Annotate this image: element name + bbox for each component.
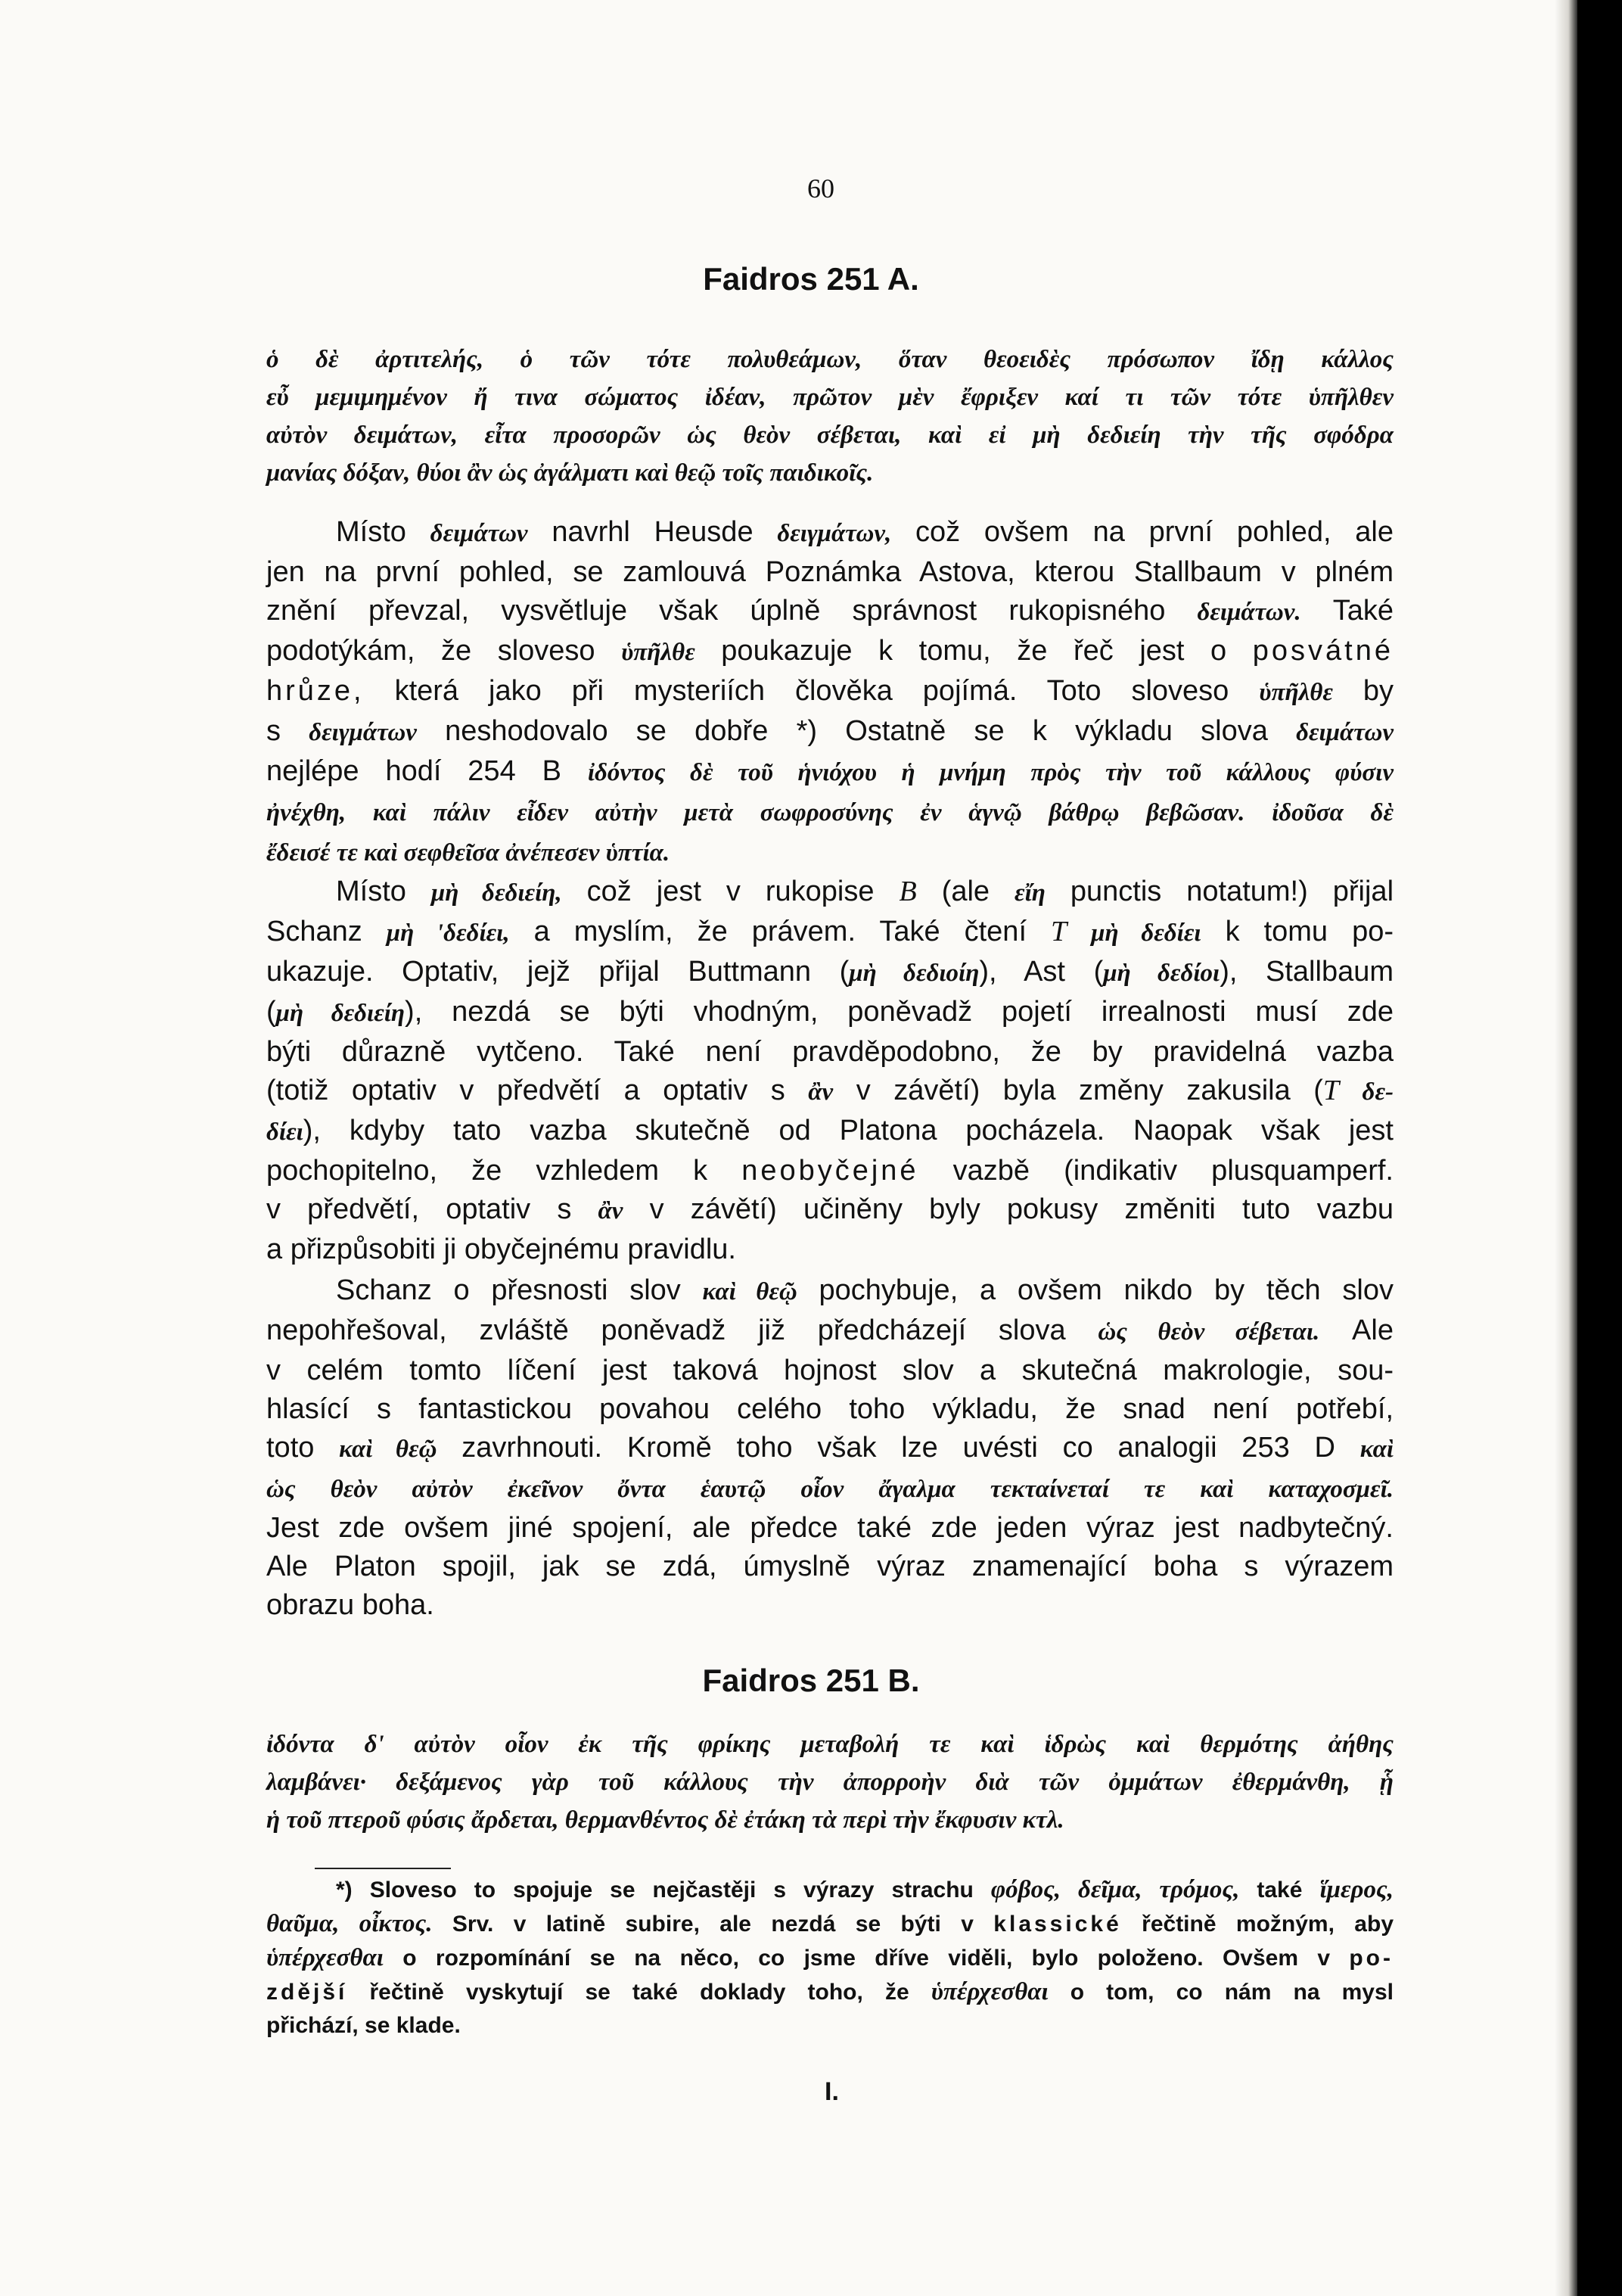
text-run: která jako při mysteriích člověka pojímá. Toto sloveso — [364, 675, 1260, 707]
text-run: vazbě (indikativ plusquamperf. — [918, 1155, 1394, 1187]
text-run: ), Ast ( — [979, 956, 1104, 988]
spaced-emphasis: posvátné — [1252, 635, 1394, 667]
manuscript-siglum: B — [899, 876, 917, 907]
text-run: zavrhnouti. Kromě toho však lze uvésti co analogii 253 D — [437, 1432, 1360, 1464]
spaced-emphasis: neobyčejné — [741, 1155, 919, 1187]
text-run — [1339, 1075, 1363, 1106]
text-line — [266, 1548, 1394, 1586]
text-run: ), nezdá se býti vhodným, poněvadž pojetí irrealnosti musí zde — [405, 996, 1394, 1028]
text-line — [266, 1152, 1394, 1190]
text-line — [266, 1873, 1394, 1907]
text-run: Také — [1300, 595, 1394, 627]
greek-line: αὐτὸν δειμάτων, εἶτα προσορῶν ὡς θεὸν σέβεται, καὶ εἰ μὴ δεδιείη τὴν τῆς σφόδρα — [266, 422, 1394, 449]
text-line — [266, 1429, 1394, 1469]
spaced-emphasis: hrůze, — [266, 675, 365, 707]
greek-citation: φόβος, δεῖμα, τρόμος, — [990, 1876, 1240, 1903]
text-run: (ale — [916, 876, 1015, 907]
greek-citation: μὴ δεδιείη — [275, 1000, 406, 1027]
greek-citation: δίει — [266, 1118, 303, 1146]
text-line — [266, 752, 1394, 792]
text-run: v závětí) učiněny byly pokusy změniti tuto vazbu — [623, 1193, 1394, 1225]
text-run: obrazu boha. — [266, 1589, 434, 1621]
text-line — [266, 1586, 1394, 1625]
greek-citation: καὶ θεῷ — [702, 1278, 797, 1305]
greek-line: ἡ τοῦ πτεροῦ φύσις ἄρδεται, θερμανθέντος δὲ ἐτάκη τὰ περὶ τὴν ἔκφυσιν κτλ. — [266, 1806, 1064, 1834]
greek-citation: μὴ δεδίει — [1091, 919, 1201, 947]
greek-citation: δε- — [1362, 1078, 1394, 1106]
greek-citation: μὴ δεδίοι — [1103, 960, 1220, 987]
spaced-emphasis: klassické — [993, 1912, 1122, 1937]
text-line — [266, 873, 1394, 913]
text-line — [266, 592, 1394, 632]
text-run: Místo — [336, 516, 430, 548]
text-line — [266, 832, 1394, 873]
greek-line: λαμβάνει· δεξάμενος γὰρ τοῦ κάλλους τὴν ἀπορροὴν διὰ τῶν ὀμμάτων ἐθερμάνθη, ᾗ — [266, 1769, 1394, 1796]
text-run: býti důrazně vytčeno. Také není pravděpodobno, že by pravidelná vazba — [266, 1036, 1394, 1068]
greek-citation: καὶ θεῷ — [339, 1436, 437, 1463]
text-run: toto — [266, 1432, 340, 1464]
text-run: v závětí) byla změny zakusila ( — [833, 1075, 1323, 1106]
text-run: Srv. v latině subire, ale nezdá se býti v — [432, 1912, 994, 1937]
text-line — [266, 1033, 1394, 1072]
spaced-emphasis: zdější — [266, 1980, 348, 2005]
greek-citation: ἔδεισέ τε καὶ σεφθεῖσα ἀνέπεσεν ὑπτία. — [266, 839, 670, 866]
spaced-emphasis: po- — [1349, 1946, 1394, 1971]
text-run: *) Sloveso to spojuje se nejčastěji s výrazy strachu — [336, 1878, 991, 1902]
text-run: poukazuje k tomu, že řeč jest o — [694, 635, 1253, 667]
text-line — [266, 1469, 1394, 1509]
text-run: Schanz — [266, 916, 387, 947]
section-heading-251b: Faidros 251 B. — [702, 1663, 920, 1698]
greek-citation: εἴη — [1015, 879, 1046, 907]
commentary-paragraph-3 — [266, 1271, 1394, 1625]
text-line — [266, 1390, 1394, 1429]
text-run: ( — [266, 996, 276, 1028]
text-line — [266, 1072, 1394, 1112]
greek-citation: δειγμάτων, — [777, 520, 892, 547]
text-line — [266, 1311, 1394, 1352]
greek-citation: ἰδόντος δὲ τοῦ ἡνιόχου ἡ μνήμη πρὸς τὴν τοῦ κάλλους φύσιν — [587, 759, 1394, 786]
text-run: v celém tomto líčení jest taková hojnost slov a skutečná makrologie, sou- — [266, 1355, 1394, 1386]
greek-line: ἰδόντα δ' αὐτὸν οἷον ἐκ τῆς φρίκης μεταβολή τε καὶ ἱδρὼς καὶ θερμότης ἀήθης — [266, 1731, 1394, 1758]
text-line — [266, 632, 1394, 672]
footnote — [266, 1873, 1394, 2042]
text-run: neshodovalo se dobře *) Ostatně se k výkladu slova — [416, 715, 1297, 747]
greek-line: εὖ μεμιμημένον ἤ τινα σώματος ἰδέαν, πρῶτον μὲν ἔφριξεν καί τι τῶν τότε ὑπῆλθεν — [266, 384, 1394, 411]
text-run: také — [1239, 1878, 1320, 1902]
greek-citation: ὑπῆλθε — [1259, 679, 1333, 706]
text-run: Ale Platon spojil, jak se zdá, úmyslně výraz znamenající boha s výrazem — [266, 1551, 1394, 1582]
text-run: ), Stallbaum — [1220, 956, 1394, 988]
greek-quote-251a — [266, 341, 1394, 492]
greek-citation: δειμάτων — [1296, 719, 1394, 746]
text-run: přichází, se klade. — [266, 2013, 461, 2038]
text-run: navrhl Heusde — [527, 516, 778, 548]
text-line — [266, 672, 1394, 712]
text-run: punctis notatum!) přijal — [1045, 876, 1394, 907]
text-run: řečtině vyskytují se také doklady toho, že — [347, 1980, 931, 2005]
text-line — [266, 1907, 1394, 1941]
greek-citation: ὑπέρχεσθαι — [266, 1944, 384, 1971]
text-run: pochopitelno, že vzhledem k — [266, 1155, 742, 1187]
text-run: a myslím, že právem. Také čtení — [509, 916, 1052, 947]
greek-citation: μὴ δεδιοίη — [849, 960, 980, 987]
text-line — [266, 913, 1394, 953]
commentary-paragraph-2 — [266, 873, 1394, 1269]
greek-citation: δειγμάτων — [309, 719, 417, 746]
text-run: znění převzal, vysvětluje však úplně správnost rukopisného — [266, 595, 1198, 627]
text-run: by — [1332, 675, 1394, 707]
greek-citation: δειμάτων — [430, 520, 528, 547]
text-run: o tom, co nám na mysl — [1048, 1980, 1394, 2005]
greek-citation: ὡς θεὸν σέβεται. — [1098, 1318, 1320, 1346]
greek-citation: μὴ δεδιείη, — [430, 879, 562, 907]
text-line — [266, 953, 1394, 993]
greek-citation: μὴ 'δεδίει, — [386, 919, 510, 947]
text-run: pochybuje, a ovšem nikdo by těch slov — [797, 1274, 1394, 1306]
manuscript-siglum: T — [1051, 916, 1067, 947]
text-run: Místo — [336, 876, 431, 907]
greek-citation: ὡς θεὸν αὐτὸν ἐκεῖνον ὄντα ἑαυτῷ οἷον ἄγαλμα τεκταίνεταί τε καὶ καταχοσμεῖ. — [266, 1476, 1394, 1503]
text-line — [266, 1941, 1394, 1975]
text-run: Ale — [1319, 1314, 1394, 1346]
text-run: podotýkám, že sloveso — [266, 635, 622, 667]
text-run: nejlépe hodí 254 B — [266, 755, 588, 787]
text-run: ), kdyby tato vazba skutečně od Platona pocházela. Naopak však jest — [303, 1115, 1394, 1146]
text-run: hlasící s fantastickou povahou celého toho výkladu, že snad není potřebí, — [266, 1393, 1394, 1425]
greek-quote-251b — [266, 1725, 1394, 1839]
greek-citation: ἵμερος, — [1319, 1876, 1394, 1903]
section-heading-251a: Faidros 251 A. — [703, 261, 919, 297]
text-run: v předvětí, optativ s — [266, 1193, 598, 1225]
greek-citation: ἠνέχθη, καὶ πάλιν εἶδεν αὐτὴν μετὰ σωφροσύνης ἐν ἁγνῷ βάθρῳ βεβῶσαν. ἰδοῦσα δὲ — [266, 799, 1394, 826]
text-run: (totiž optativ v předvětí a optativ s — [266, 1075, 809, 1106]
text-run — [1067, 916, 1091, 947]
manuscript-siglum: T — [1322, 1075, 1340, 1106]
text-run: k tomu po- — [1201, 916, 1394, 947]
text-line — [266, 792, 1394, 832]
text-line — [266, 553, 1394, 592]
signature-mark: I. — [825, 2077, 839, 2106]
text-run: s — [266, 715, 309, 747]
commentary-paragraph-1 — [266, 513, 1394, 873]
text-run: Jest zde ovšem jiné spojení, ale předce také zde jeden výraz jest nadbytečný. — [266, 1512, 1394, 1544]
text-line — [266, 2009, 1394, 2042]
text-run: Schanz o přesnosti slov — [336, 1274, 703, 1306]
text-line — [266, 712, 1394, 752]
greek-line: ὁ δὲ ἀρτιτελής, ὁ τῶν τότε πολυθεάμων, ὅταν θεοειδὲς πρόσωπον ἴδῃ κάλλος — [266, 346, 1394, 373]
text-line — [266, 993, 1394, 1033]
text-run: nepohřešoval, zvláště poněvadž již předcházejí slova — [266, 1314, 1098, 1346]
greek-citation: ἂν — [598, 1197, 623, 1224]
text-run: ukazuje. Optativ, jejž přijal Buttmann ( — [266, 956, 850, 988]
footnote-rule — [315, 1868, 451, 1869]
text-line — [266, 1190, 1394, 1230]
greek-citation: θαῦμα, οἶκτος. — [266, 1910, 433, 1937]
page-number: 60 — [807, 173, 834, 204]
greek-citation: ὑπῆλθε — [621, 639, 695, 666]
greek-line: μανίας δόξαν, θύοι ἂν ὡς ἀγάλματι καὶ θεῷ τοῖς παιδικοῖς. — [266, 459, 874, 487]
text-line — [266, 1509, 1394, 1548]
text-line — [266, 1352, 1394, 1390]
text-run: o rozpomínání se na něco, co jsme dříve viděli, bylo položeno. Ovšem v — [383, 1946, 1350, 1971]
greek-citation: δειμάτων. — [1197, 599, 1301, 626]
text-line — [266, 1112, 1394, 1152]
text-run: což jest v rukopise — [561, 876, 900, 907]
text-line — [266, 1230, 1394, 1269]
text-line — [266, 513, 1394, 553]
page-edge-shadow — [1555, 0, 1577, 2296]
greek-citation: ἂν — [808, 1078, 834, 1106]
text-run: což ovšem na první pohled, ale — [891, 516, 1394, 548]
text-run: jen na první pohled, se zamlouvá Poznámka Astova, kterou Stallbaum v plném — [266, 556, 1394, 588]
greek-citation: καὶ — [1359, 1436, 1394, 1463]
text-line — [266, 1975, 1394, 2009]
text-run: a přizpůsobiti ji obyčejnému pravidlu. — [266, 1234, 736, 1265]
greek-citation: ὑπέρχεσθαι — [931, 1978, 1049, 2005]
text-line — [266, 1271, 1394, 1311]
text-run: řečtině možným, aby — [1121, 1912, 1394, 1937]
